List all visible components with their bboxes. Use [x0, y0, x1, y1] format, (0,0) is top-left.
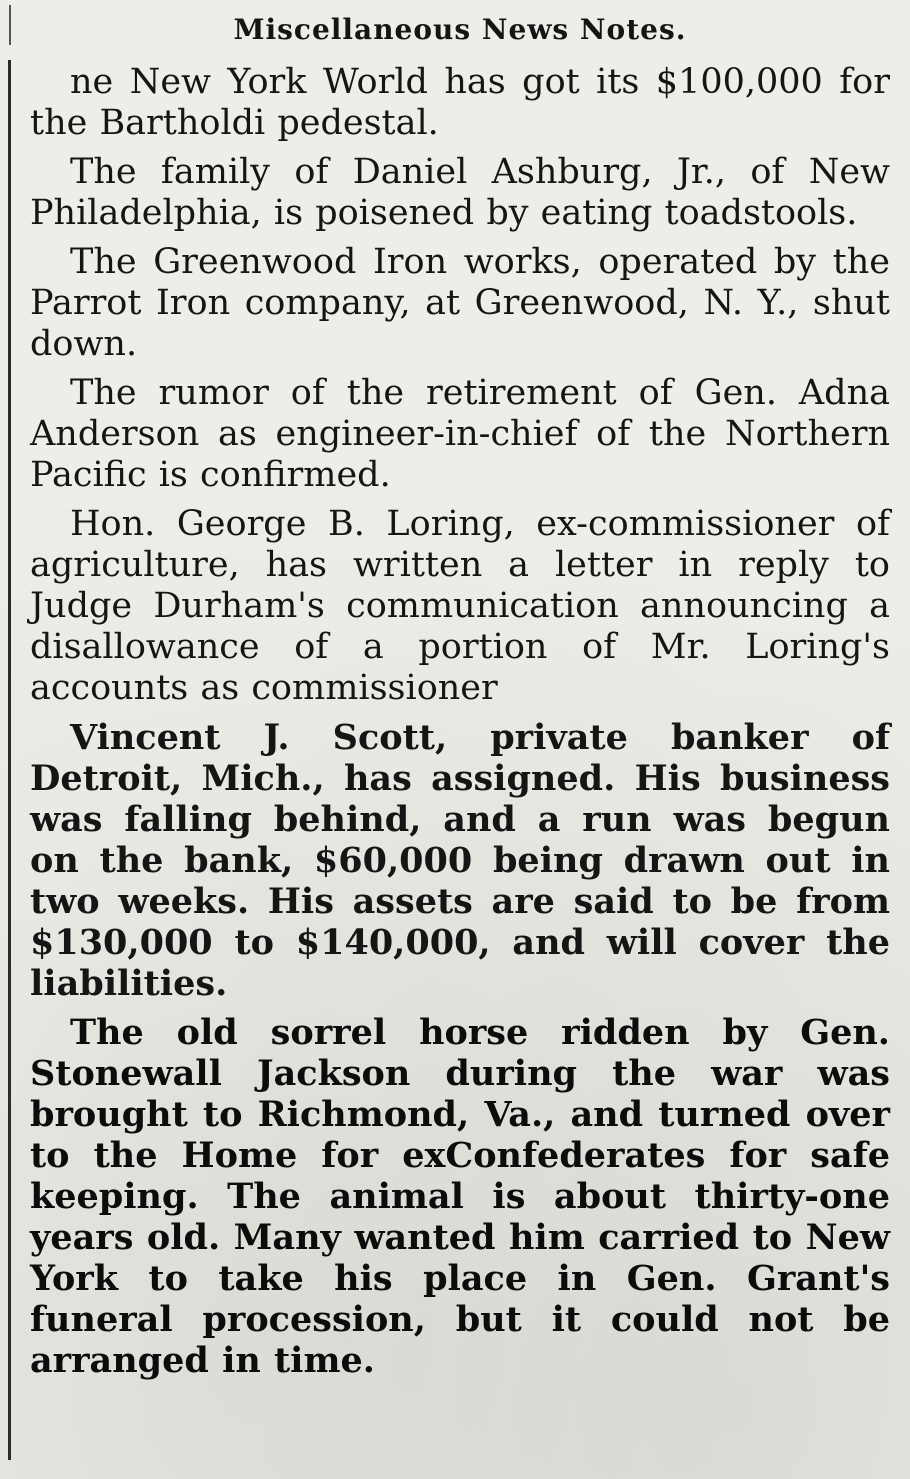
news-item-greenwood-iron: The Greenwood Iron works, operated by the Parrot Iron company, at Greenwood, N. Y., shut down.: [30, 242, 890, 364]
news-item-scott-banker: Vincent J. Scott, private banker of Detroit, Mich., has assigned. His business was falling behind, and a run was begun on the bank, $60,000 being drawn out in two weeks. His assets are said to be from $130,000 to $140,000, and will cover the liabilities.: [30, 717, 890, 1004]
news-item-ashburg-family: The family of Daniel Ashburg, Jr., of New Philadelphia, is poisened by eating toadstools.: [30, 152, 890, 233]
column-rule: [8, 60, 11, 1460]
news-item-world-pedestal: ne New York World has got its $100,000 for the Bartholdi pedestal.: [30, 62, 890, 143]
news-item-anderson-retirement: The rumor of the retirement of Gen. Adna Anderson as engineer-in-chief of the Northern Pacific is confirmed.: [30, 373, 890, 495]
news-item-jackson-horse: The old sorrel horse ridden by Gen. Stonewall Jackson during the war was brought to Richmond, Va., and turned over to the Home for exConfederates for safe keeping. The animal is about thirty-one years old. Many wanted him carried to New York to take his place in Gen. Grant's funeral procession, but it could not be arranged in time.: [30, 1012, 890, 1381]
headline: Miscellaneous News Notes.: [233, 13, 687, 46]
column-rule-top: [9, 5, 11, 45]
news-item-loring-letter: Hon. George B. Loring, ex-commissioner of agriculture, has written a letter in reply to Judge Durham's communication announcing a disallowance of a portion of Mr. Loring's accounts as commissioner: [30, 504, 890, 708]
news-article: [30, 10, 890, 1389]
